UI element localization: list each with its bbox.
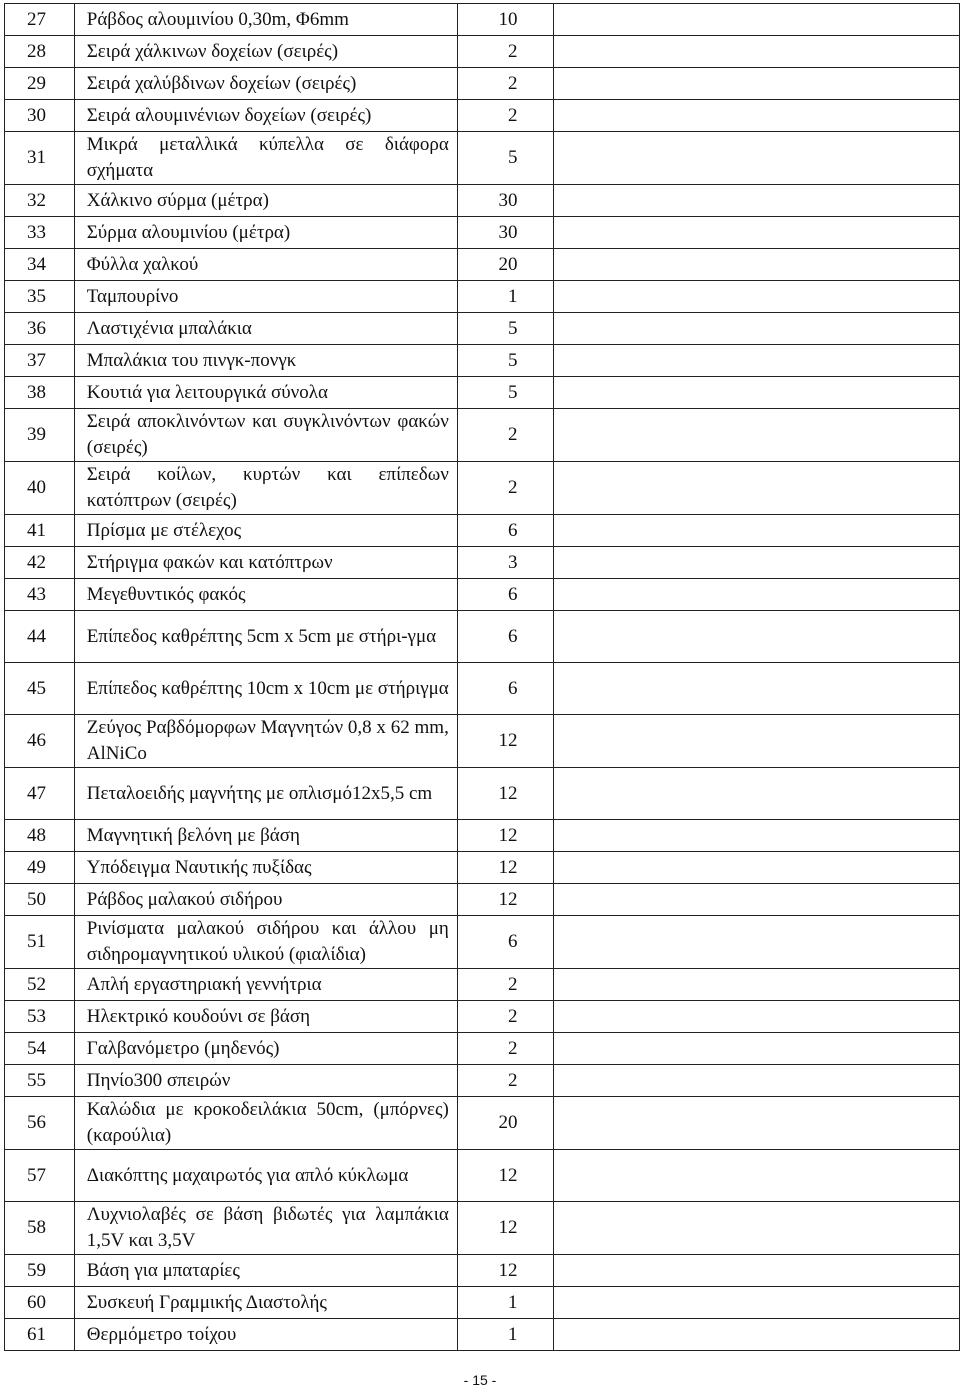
table-row (5, 663, 960, 715)
item-quantity: 1 (457, 1319, 554, 1351)
item-description: Σειρά χαλύβδινων δοχείων (σειρές) (74, 68, 457, 100)
table-row (5, 611, 960, 663)
row-number: 28 (5, 36, 75, 68)
empty-cell (554, 1319, 960, 1351)
item-description: Μικρά μεταλλικά κύπελλα σε διάφορα σχήματα (74, 132, 457, 185)
row-number: 37 (5, 345, 75, 377)
item-quantity: 5 (457, 132, 554, 185)
table-row (5, 1255, 960, 1287)
item-description: Απλή εργαστηριακή γεννήτρια (74, 969, 457, 1001)
item-quantity: 2 (457, 36, 554, 68)
empty-cell (554, 547, 960, 579)
item-quantity: 6 (457, 579, 554, 611)
item-description: Σύρμα αλουμινίου (μέτρα) (74, 217, 457, 249)
empty-cell (554, 663, 960, 715)
row-number: 29 (5, 68, 75, 100)
item-description: Πρίσμα με στέλεχος (74, 515, 457, 547)
row-number: 54 (5, 1033, 75, 1065)
row-number: 27 (5, 4, 75, 36)
item-quantity: 12 (457, 1202, 554, 1255)
empty-cell (554, 1202, 960, 1255)
table-row (5, 820, 960, 852)
empty-cell (554, 969, 960, 1001)
table-row (5, 100, 960, 132)
empty-cell (554, 68, 960, 100)
item-quantity: 6 (457, 515, 554, 547)
item-quantity: 6 (457, 663, 554, 715)
empty-cell (554, 611, 960, 663)
item-description: Πεταλοειδής μαγνήτης με οπλισμό12x5,5 cm (74, 768, 457, 820)
item-quantity: 30 (457, 185, 554, 217)
item-description: Ηλεκτρικό κουδούνι σε βάση (74, 1001, 457, 1033)
row-number: 49 (5, 852, 75, 884)
item-quantity: 2 (457, 68, 554, 100)
item-quantity: 2 (457, 969, 554, 1001)
table-row (5, 916, 960, 969)
item-description: Σειρά αποκλινόντων και συγκλινόντων φακών (σειρές) (74, 409, 457, 462)
item-quantity: 10 (457, 4, 554, 36)
item-quantity: 1 (457, 281, 554, 313)
table-row (5, 36, 960, 68)
item-description: Λυχνιολαβές σε βάση βιδωτές για λαμπάκια 1,5V και 3,5V (74, 1202, 457, 1255)
item-quantity: 6 (457, 611, 554, 663)
table-row (5, 579, 960, 611)
item-description: Σειρά κοίλων, κυρτών και επίπεδων κατόπτρων (σειρές) (74, 462, 457, 515)
row-number: 43 (5, 579, 75, 611)
row-number: 59 (5, 1255, 75, 1287)
empty-cell (554, 132, 960, 185)
item-description: Μπαλάκια του πινγκ-πονγκ (74, 345, 457, 377)
item-quantity: 12 (457, 715, 554, 768)
empty-cell (554, 409, 960, 462)
table-row (5, 1097, 960, 1150)
empty-cell (554, 377, 960, 409)
table-row (5, 217, 960, 249)
item-description: Θερμόμετρο τοίχου (74, 1319, 457, 1351)
empty-cell (554, 852, 960, 884)
item-quantity: 5 (457, 377, 554, 409)
empty-cell (554, 768, 960, 820)
item-description: Μεγεθυντικός φακός (74, 579, 457, 611)
item-quantity: 2 (457, 1033, 554, 1065)
empty-cell (554, 1097, 960, 1150)
row-number: 34 (5, 249, 75, 281)
empty-cell (554, 281, 960, 313)
item-quantity: 2 (457, 100, 554, 132)
table-row (5, 547, 960, 579)
row-number: 51 (5, 916, 75, 969)
table-row (5, 768, 960, 820)
table-row (5, 68, 960, 100)
table-row (5, 345, 960, 377)
row-number: 31 (5, 132, 75, 185)
row-number: 52 (5, 969, 75, 1001)
table-row (5, 1065, 960, 1097)
item-quantity: 12 (457, 1150, 554, 1202)
table-row (5, 281, 960, 313)
row-number: 39 (5, 409, 75, 462)
row-number: 41 (5, 515, 75, 547)
table-row (5, 4, 960, 36)
item-description: Γαλβανόμετρο (μηδενός) (74, 1033, 457, 1065)
item-quantity: 6 (457, 916, 554, 969)
table-row (5, 377, 960, 409)
item-description: Ράβδος μαλακού σιδήρου (74, 884, 457, 916)
empty-cell (554, 1001, 960, 1033)
row-number: 38 (5, 377, 75, 409)
row-number: 60 (5, 1287, 75, 1319)
item-quantity: 2 (457, 1001, 554, 1033)
empty-cell (554, 313, 960, 345)
item-quantity: 12 (457, 884, 554, 916)
item-quantity: 5 (457, 313, 554, 345)
table-row (5, 1202, 960, 1255)
item-description: Μαγνητική βελόνη με βάση (74, 820, 457, 852)
row-number: 33 (5, 217, 75, 249)
item-description: Σειρά χάλκινων δοχείων (σειρές) (74, 36, 457, 68)
row-number: 30 (5, 100, 75, 132)
page-number: - 15 - (463, 1372, 497, 1388)
row-number: 36 (5, 313, 75, 345)
item-quantity: 3 (457, 547, 554, 579)
empty-cell (554, 185, 960, 217)
row-number: 32 (5, 185, 75, 217)
table-row (5, 515, 960, 547)
item-description: Ράβδος αλουμινίου 0,30m, Φ6mm (74, 4, 457, 36)
item-quantity: 20 (457, 249, 554, 281)
empty-cell (554, 515, 960, 547)
empty-cell (554, 1065, 960, 1097)
empty-cell (554, 345, 960, 377)
row-number: 44 (5, 611, 75, 663)
empty-cell (554, 36, 960, 68)
empty-cell (554, 100, 960, 132)
row-number: 57 (5, 1150, 75, 1202)
table-row (5, 1033, 960, 1065)
empty-cell (554, 1150, 960, 1202)
item-quantity: 12 (457, 1255, 554, 1287)
row-number: 35 (5, 281, 75, 313)
table-row (5, 1001, 960, 1033)
item-description: Συσκευή Γραμμικής Διαστολής (74, 1287, 457, 1319)
equipment-table-body (5, 4, 960, 1351)
empty-cell (554, 4, 960, 36)
row-number: 48 (5, 820, 75, 852)
row-number: 50 (5, 884, 75, 916)
item-description: Σειρά αλουμινένιων δοχείων (σειρές) (74, 100, 457, 132)
equipment-table (4, 3, 960, 1351)
empty-cell (554, 916, 960, 969)
item-description: Στήριγμα φακών και κατόπτρων (74, 547, 457, 579)
item-quantity: 30 (457, 217, 554, 249)
item-description: Επίπεδος καθρέπτης 5cm x 5cm με στήρι-γμα (74, 611, 457, 663)
empty-cell (554, 884, 960, 916)
empty-cell (554, 820, 960, 852)
table-row (5, 313, 960, 345)
empty-cell (554, 715, 960, 768)
item-description: Φύλλα χαλκού (74, 249, 457, 281)
empty-cell (554, 579, 960, 611)
row-number: 46 (5, 715, 75, 768)
table-row (5, 852, 960, 884)
item-quantity: 2 (457, 409, 554, 462)
table-row (5, 1287, 960, 1319)
table-row (5, 715, 960, 768)
table-row (5, 884, 960, 916)
table-row (5, 1319, 960, 1351)
item-description: Καλώδια με κροκοδειλάκια 50cm, (μπόρνες) (καρούλια) (74, 1097, 457, 1150)
row-number: 61 (5, 1319, 75, 1351)
item-quantity: 20 (457, 1097, 554, 1150)
table-row (5, 1150, 960, 1202)
empty-cell (554, 1255, 960, 1287)
row-number: 56 (5, 1097, 75, 1150)
item-quantity: 2 (457, 1065, 554, 1097)
item-quantity: 5 (457, 345, 554, 377)
row-number: 53 (5, 1001, 75, 1033)
item-description: Διακόπτης μαχαιρωτός για απλό κύκλωμα (74, 1150, 457, 1202)
row-number: 47 (5, 768, 75, 820)
item-description: Πηνίο300 σπειρών (74, 1065, 457, 1097)
row-number: 58 (5, 1202, 75, 1255)
item-description: Χάλκινο σύρμα (μέτρα) (74, 185, 457, 217)
table-row (5, 132, 960, 185)
table-row (5, 185, 960, 217)
row-number: 45 (5, 663, 75, 715)
table-row (5, 249, 960, 281)
item-description: Ρινίσματα μαλακού σιδήρου και άλλου μη σιδηρομαγνητικού υλικού (φιαλίδια) (74, 916, 457, 969)
empty-cell (554, 1287, 960, 1319)
row-number: 42 (5, 547, 75, 579)
item-quantity: 12 (457, 768, 554, 820)
row-number: 40 (5, 462, 75, 515)
empty-cell (554, 249, 960, 281)
empty-cell (554, 217, 960, 249)
item-description: Υπόδειγμα Ναυτικής πυξίδας (74, 852, 457, 884)
item-description: Επίπεδος καθρέπτης 10cm x 10cm με στήριγμα (74, 663, 457, 715)
empty-cell (554, 462, 960, 515)
item-description: Λαστιχένια μπαλάκια (74, 313, 457, 345)
item-description: Βάση για μπαταρίες (74, 1255, 457, 1287)
item-description: Ταμπουρίνο (74, 281, 457, 313)
table-row (5, 409, 960, 462)
item-quantity: 12 (457, 852, 554, 884)
item-quantity: 1 (457, 1287, 554, 1319)
item-quantity: 2 (457, 462, 554, 515)
table-row (5, 969, 960, 1001)
table-row (5, 462, 960, 515)
row-number: 55 (5, 1065, 75, 1097)
item-description: Κουτιά για λειτουργικά σύνολα (74, 377, 457, 409)
item-quantity: 12 (457, 820, 554, 852)
item-description: Ζεύγος Ραβδόμορφων Μαγνητών 0,8 x 62 mm, AlNiCo (74, 715, 457, 768)
empty-cell (554, 1033, 960, 1065)
